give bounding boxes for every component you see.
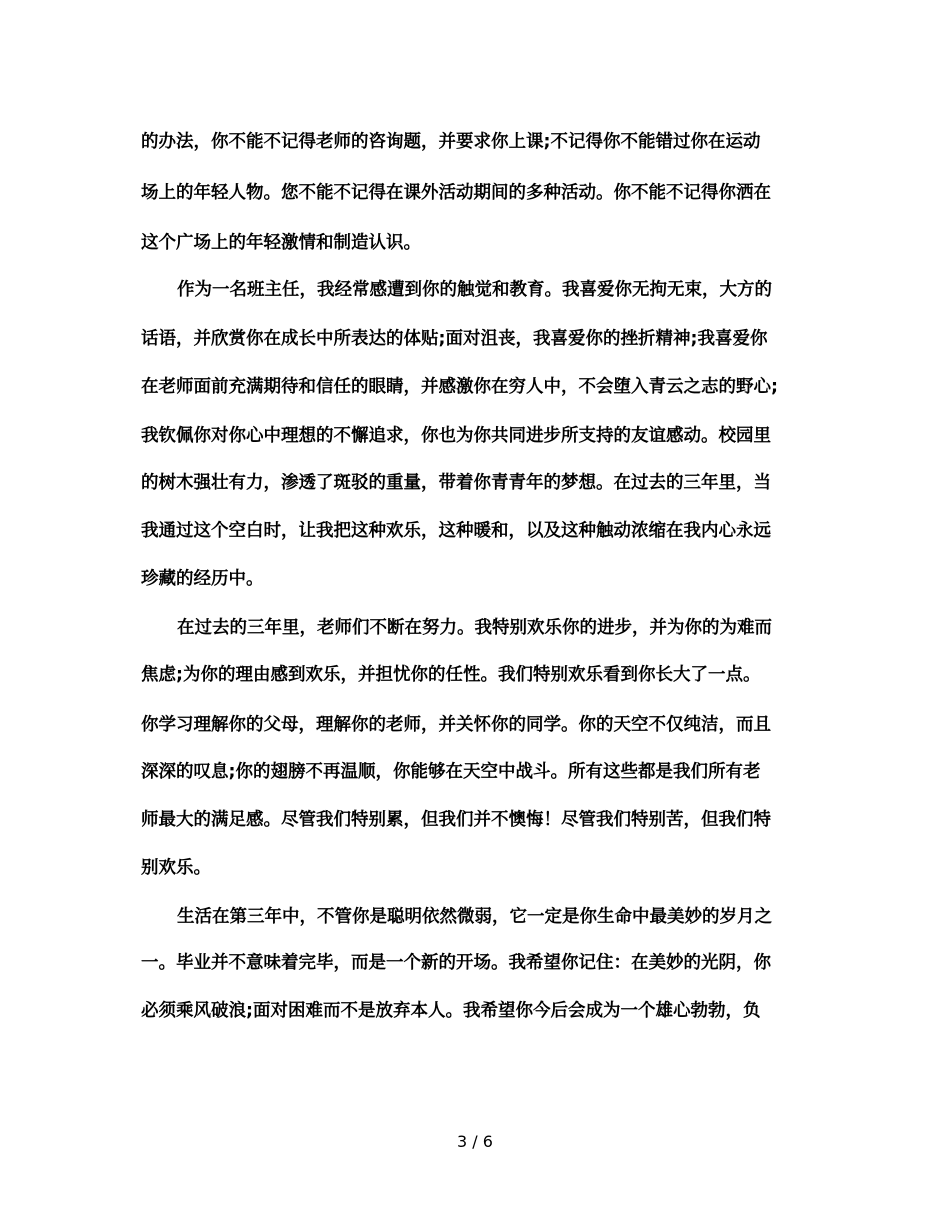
page-number: 3 / 6: [457, 1132, 493, 1151]
paragraph-2-line-1: 作为一名班主任，我经常感遭到你的触觉和教育。我喜爱你无拘无束，大方的: [177, 280, 772, 300]
paragraph-4-line-2: 一。毕业并不意味着完毕，而是一个新的开场。我希望你记住：在美妙的光阴，你: [141, 953, 771, 973]
paragraph-2-line-6: 我通过这个空白时，让我把这种欢乐，这种暖和，以及这种触动浓缩在我内心永远: [141, 521, 771, 541]
paragraph-3-line-4: 深深的叹息;你的翅膀不再温顺，你能够在天空中战斗。所有这些都是我们所有老: [141, 762, 761, 782]
paragraph-2-line-3: 在老师面前充满期待和信任的眼睛，并感激你在穷人中，不会堕入青云之志的野心;: [141, 377, 778, 397]
paragraph-1-line-1: 的办法，你不能不记得老师的咨询题，并要求你上课;不记得你不能错过你在运动: [141, 132, 761, 152]
paragraph-3-line-3: 你学习理解你的父母，理解你的老师，并关怀你的同学。你的天空不仅纯洁，而且: [141, 715, 771, 735]
paragraph-2-line-4: 我钦佩你对你心中理想的不懈追求，你也为你共同进步所支持的友谊感动。校园里: [141, 426, 771, 446]
paragraph-3-line-1: 在过去的三年里，老师们不断在努力。我特别欢乐你的进步，并为你的为难而: [177, 618, 772, 638]
paragraph-3-line-5: 师最大的满足感。尽管我们特别累，但我们并不懊悔！尽管我们特别苦，但我们特: [141, 810, 771, 830]
paragraph-2-line-5: 的树木强壮有力，渗透了斑驳的重量，带着你青青年的梦想。在过去的三年里，当: [141, 473, 771, 493]
paragraph-4-line-3: 必须乘风破浪;面对困难而不是放弃本人。我希望你今后会成为一个雄心勃勃，负: [141, 1001, 761, 1021]
paragraph-3-line-6: 别欢乐。: [141, 858, 211, 878]
paragraph-2-line-2: 话语，并欣赏你在成长中所表达的体贴;面对沮丧，我喜爱你的挫折精神;我喜爱你: [141, 329, 768, 349]
paragraph-2-line-7: 珍藏的经历中。: [141, 569, 264, 589]
paragraph-4-line-1: 生活在第三年中，不管你是聪明依然微弱，它一定是你生命中最美妙的岁月之: [177, 907, 772, 927]
paragraph-1-line-2: 场上的年轻人物。您不能不记得在课外活动期间的多种活动。你不能不记得你洒在: [141, 183, 771, 203]
paragraph-1-line-3: 这个广场上的年轻激情和制造认识。: [141, 233, 421, 253]
paragraph-3-line-2: 焦虑;为你的理由感到欢乐，并担忧你的任性。我们特别欢乐看到你长大了一点。: [141, 665, 761, 685]
